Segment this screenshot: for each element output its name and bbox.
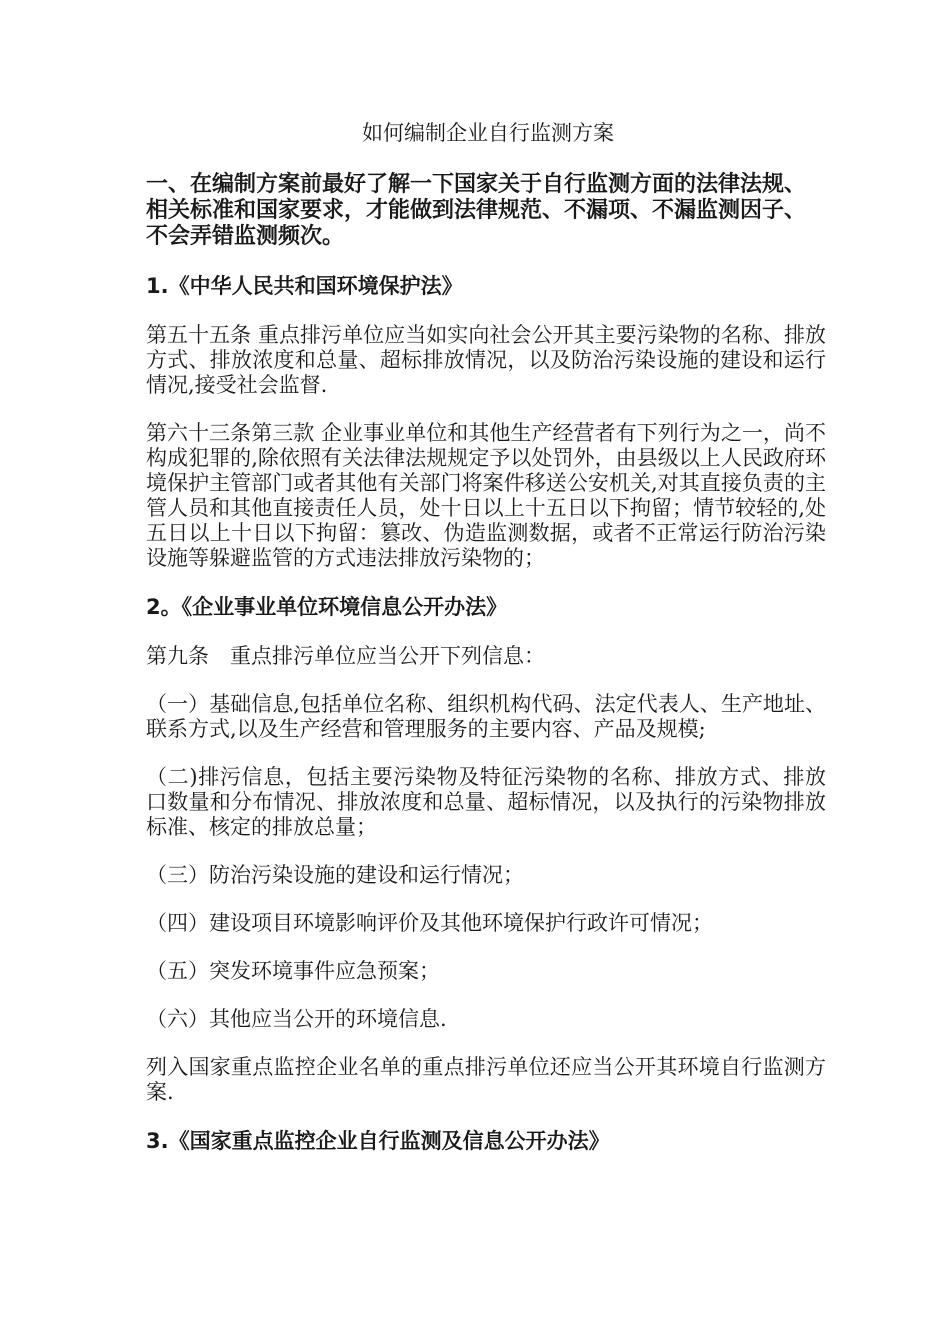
section-1-heading: 1.《中华人民共和国环境保护法》 [146, 274, 463, 298]
section-2-heading: 2。《企业事业单位环境信息公开办法》 [146, 595, 508, 619]
article-55-paragraph: 第五十五条 重点排污单位应当如实向社会公开其主要污染物的名称、排放方式、排放浓度和总量、超标排放情况，以及防治污染设施的建设和运行情况,接受社会监督. [146, 323, 826, 397]
list-item: （四）建设项目环境影响评价及其他环境保护行政许可情况； [146, 911, 713, 935]
list-item: （五）突发环境事件应急预案； [146, 959, 440, 983]
document-page [146, 118, 826, 1178]
lead-heading: 一、在编制方案前最好了解一下国家关于自行监测方面的法律法规、相关标准和国家要求，才能做到法律规范、不漏项、不漏监测因子、不会弄错监测频次。 [146, 172, 807, 249]
section-3-heading: 3.《国家重点监控企业自行监测及信息公开办法》 [146, 1129, 610, 1153]
list-item: （六）其他应当公开的环境信息. [146, 1007, 447, 1031]
list-item: （三）防治污染设施的建设和运行情况； [146, 863, 524, 887]
list-item: （二)排污信息，包括主要污染物及特征污染物的名称、排放方式、排放口数量和分布情况、排放浓度和总量、超标情况，以及执行的污染物排放标准、核定的排放总量； [146, 765, 826, 839]
section-2-closing: 列入国家重点监控企业名单的重点排污单位还应当公开其环境自行监测方案. [146, 1055, 826, 1104]
article-63-paragraph: 第六十三条第三款 企业事业单位和其他生产经营者有下列行为之一，尚不构成犯罪的,除依照有关法律法规规定予以处罚外，由县级以上人民政府环境保护主管部门或者其他有关部门将案件移送公安机关,对其直接负责的主管人员和其他直接责任人员，处十日以上十五日以下拘留；情节较轻的,处五日以上十日以下拘留：篡改、伪造监测数据，或者不正常运行防治污染设施等躲避监管的方式违法排放污染物的； [146, 421, 826, 570]
article-9-intro: 第九条 重点排污单位应当公开下列信息： [146, 644, 545, 668]
document-title: 如何编制企业自行监测方案 [362, 121, 614, 145]
list-item: （一）基础信息,包括单位名称、组织机构代码、法定代表人、生产地址、联系方式,以及生产经营和管理服务的主要内容、产品及规模; [146, 692, 826, 741]
